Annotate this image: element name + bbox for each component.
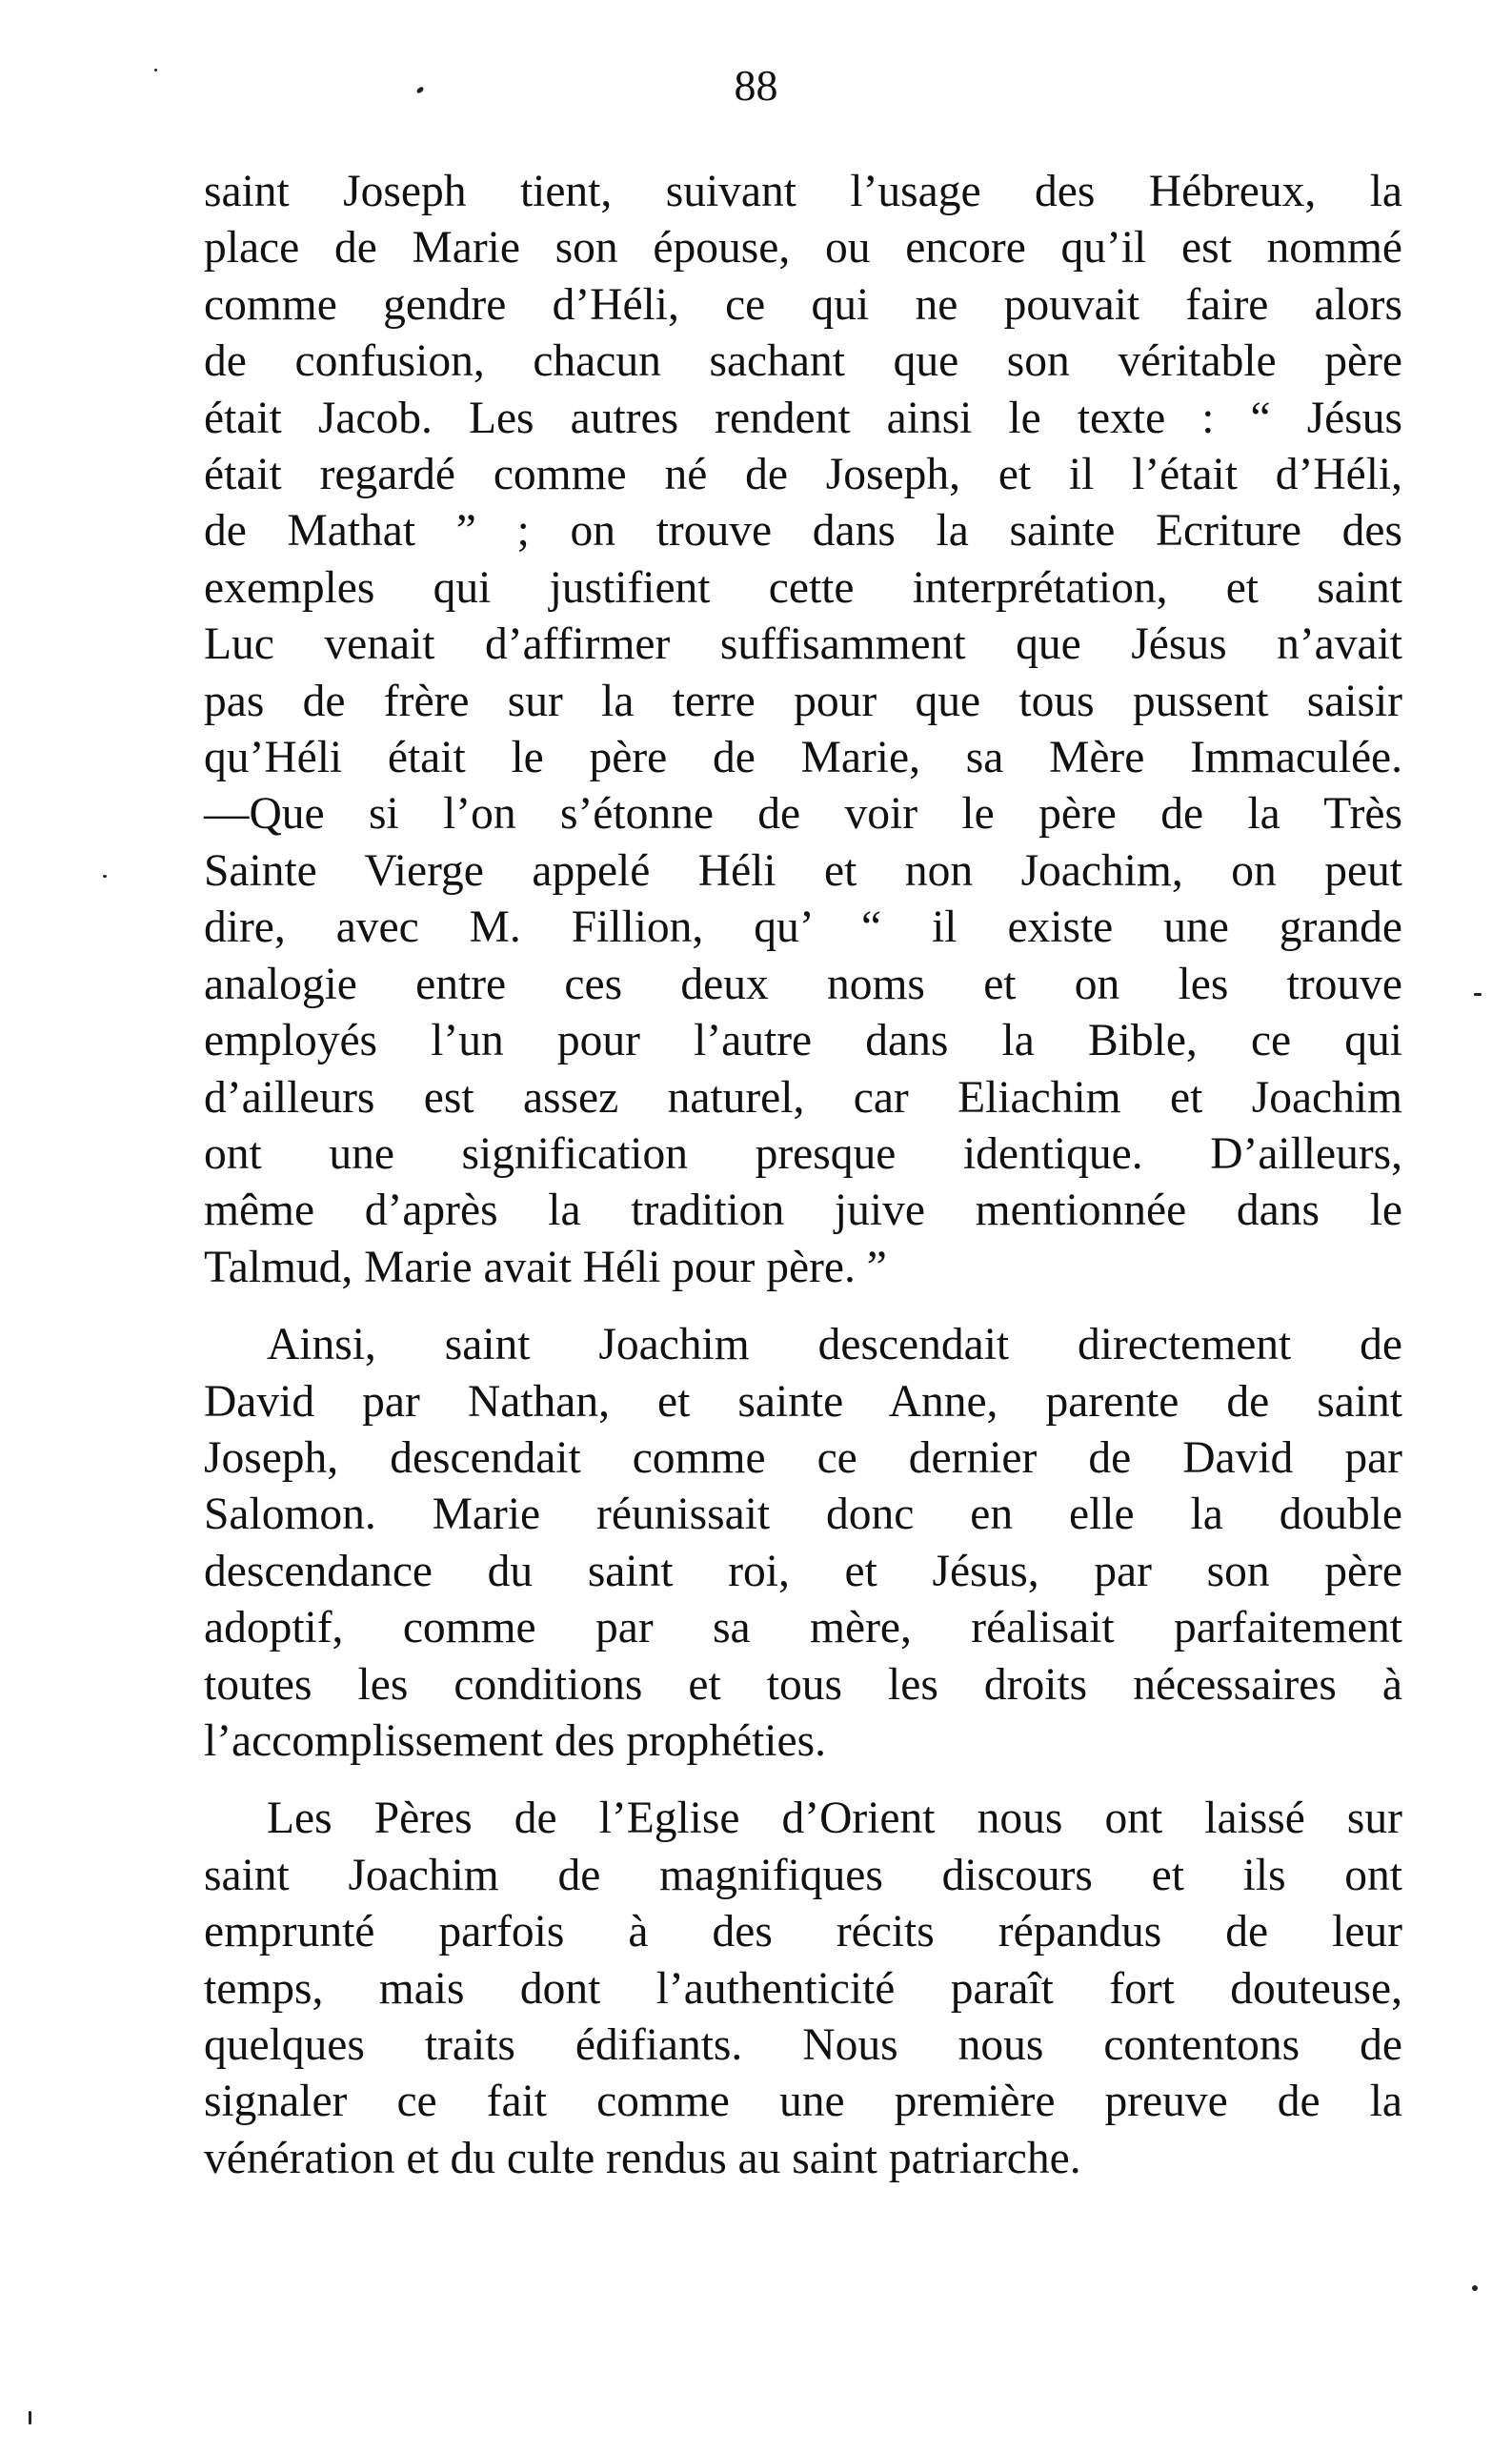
text-line: Talmud, Marie avait Héli pour père. ” [204,1242,887,1292]
text-line: saint Joachim de magnifiques discours et ils ont [204,1850,1402,1900]
paragraph [204,1317,1402,1770]
scan-speck [1474,993,1482,996]
text-line: de confusion, chacun sachant que son véritable père [204,336,1402,387]
text-line: pas de frère sur la terre pour que tous pussent saisir [204,676,1402,726]
body-text [204,164,1402,2208]
text-line: dire, avec M. Fillion, qu’ “ il existe une grande [204,902,1402,953]
paragraph [204,164,1402,1296]
text-line: Les Pères de l’Eglise d’Orient nous ont laissé sur [267,1794,1402,1844]
text-line: Ainsi, saint Joachim descendait directement de [267,1320,1402,1370]
text-line: même d’après la tradition juive mentionnée dans le [204,1186,1402,1236]
text-line: quelques traits édifiants. Nous nous contentons de [204,2020,1402,2070]
text-line: de Mathat ” ; on trouve dans la sainte Ecriture des [204,506,1402,557]
text-line: analogie entre ces deux noms et on les trouve [204,959,1402,1009]
text-line: adoptif, comme par sa mère, réalisait parfaitement [204,1603,1402,1653]
text-line: ont une signification presque identique. D’ailleurs, [204,1128,1402,1179]
text-line: toutes les conditions et tous les droits nécessaires à [204,1659,1402,1710]
text-line: employés l’un pour l’autre dans la Bible, ce qui [204,1016,1402,1066]
text-line: Sainte Vierge appelé Héli et non Joachim, on peut [204,845,1402,896]
text-line: place de Marie son épouse, ou encore qu’il est nommé [204,223,1402,274]
text-line: —Que si l’on s’étonne de voir le père de la Très [204,789,1402,840]
text-line: saint Joseph tient, suivant l’usage des Hébreux, la [204,167,1402,216]
text-line: Joseph, descendait comme ce dernier de David par [204,1432,1402,1483]
scan-speck [29,2411,31,2424]
text-line: David par Nathan, et sainte Anne, parente de saint [204,1376,1402,1427]
text-line: qu’Héli était le père de Marie, sa Mère Immaculée. [204,733,1402,783]
text-line: signaler ce fait comme une première preuve de la [204,2077,1402,2127]
scan-speck [154,69,157,71]
text-line: emprunté parfois à des récits répandus de leur [204,1907,1402,1957]
text-line: était regardé comme né de Joseph, et il l’était d’Héli, [204,450,1402,500]
text-line: Salomon. Marie réunissait donc en elle la double [204,1490,1402,1540]
text-line: temps, mais dont l’authenticité paraît fort douteuse, [204,1963,1402,2014]
scan-speck [1472,2285,1478,2291]
text-line: comme gendre d’Héli, ce qui ne pouvait faire alors [204,279,1402,330]
text-line: Luc venait d’affirmer suffisamment que Jésus n’avait [204,619,1402,670]
text-line: était Jacob. Les autres rendent ainsi le texte : “ Jésus [204,393,1402,443]
scan-speck [103,875,107,878]
text-line: descendance du saint roi, et Jésus, par son père [204,1546,1402,1596]
text-line: vénération et du culte rendus au saint patriarche. [204,2133,1081,2183]
text-line: exemples qui justifient cette interprétation, et saint [204,562,1402,613]
text-line: d’ailleurs est assez naturel, car Eliachim et Joachim [204,1072,1402,1123]
paragraph [204,1791,1402,2187]
text-line: l’accomplissement des prophéties. [204,1715,826,1766]
page-number: 88 [734,61,778,110]
